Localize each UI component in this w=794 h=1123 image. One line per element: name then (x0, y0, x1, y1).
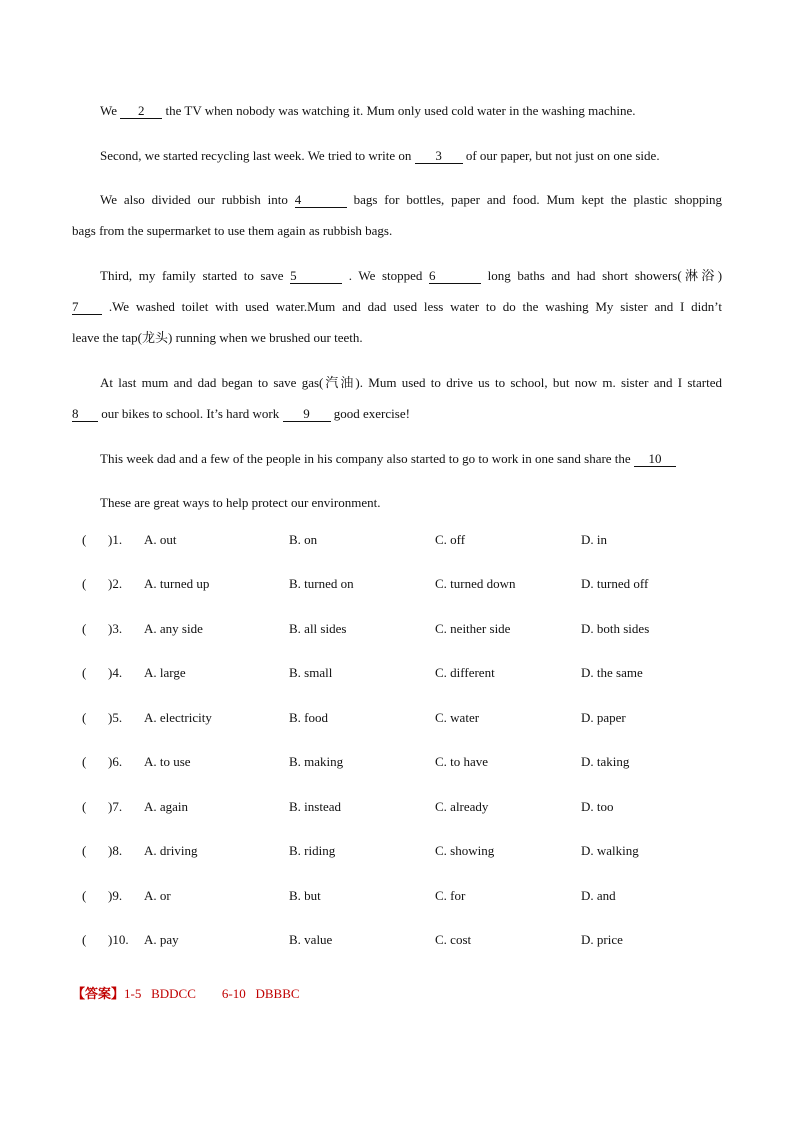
text: the TV when nobody was watching it. Mum only used cold water in the washing machine. (165, 103, 636, 118)
answer-paren[interactable]: ( (82, 532, 87, 547)
answer-paren[interactable]: ( (82, 932, 87, 947)
paragraph-3-line-1 (72, 184, 722, 215)
option-b: B. food (289, 710, 328, 725)
option-c: C. already (435, 799, 489, 814)
option-d: D. taking (581, 754, 630, 769)
text: Second, we started recycling last week. We tried to write on (100, 148, 412, 163)
option-d: D. both sides (581, 621, 650, 636)
question-row (72, 532, 722, 562)
question-row (72, 888, 722, 918)
option-a: A. electricity (144, 710, 212, 725)
text: long baths and had short showers(淋浴) (487, 268, 723, 283)
option-d: D. the same (581, 665, 643, 680)
question-number: )3. (108, 621, 123, 636)
question-number: )2. (108, 576, 123, 591)
question-number: )6. (108, 754, 123, 769)
option-c: C. off (435, 532, 466, 547)
option-b: B. instead (289, 799, 341, 814)
answer-paren[interactable]: ( (82, 665, 87, 680)
option-c: C. water (435, 710, 480, 725)
option-b: B. value (289, 932, 333, 947)
option-c: C. neither side (435, 621, 511, 636)
text: bags for bottles, paper and food. Mum kept the plastic shopping (353, 192, 722, 207)
option-c: C. to have (435, 754, 489, 769)
text: Third, my family started to save (100, 268, 284, 283)
option-b: B. riding (289, 843, 336, 858)
option-a: A. driving (144, 843, 198, 858)
option-b: B. turned on (289, 576, 354, 591)
option-b: B. all sides (289, 621, 347, 636)
option-a: A. again (144, 799, 189, 814)
answer-paren[interactable]: ( (82, 576, 87, 591)
text: good exercise! (333, 406, 410, 421)
blank-4: 4 (295, 193, 347, 208)
option-c: C. cost (435, 932, 472, 947)
text: bags from the supermarket to use them again as rubbish bags. (72, 223, 393, 238)
text: We (100, 103, 117, 118)
answer-paren[interactable]: ( (82, 843, 87, 858)
question-row (72, 710, 722, 740)
paragraph-6 (72, 443, 722, 474)
question-row (72, 799, 722, 829)
question-number: )4. (108, 665, 123, 680)
answer-paren[interactable]: ( (82, 754, 87, 769)
paragraph-7 (72, 487, 722, 518)
option-a: A. to use (144, 754, 191, 769)
text: This week dad and a few of the people in his company also started to go to work in one sand share the (100, 451, 631, 466)
question-row (72, 621, 722, 651)
paragraph-4-line-2 (72, 291, 722, 322)
answer-paren[interactable]: ( (82, 799, 87, 814)
question-number: )1. (108, 532, 123, 547)
option-a: A. out (144, 532, 177, 547)
option-a: A. or (144, 888, 171, 903)
blank-5: 5 (290, 269, 342, 284)
blank-3: 3 (415, 149, 463, 164)
blank-6: 6 (429, 269, 481, 284)
text: leave the tap(龙头) running when we brushed our teeth. (72, 330, 363, 345)
question-row (72, 754, 722, 784)
paragraph-4-line-3 (72, 322, 722, 353)
option-a: A. turned up (144, 576, 210, 591)
option-b: B. small (289, 665, 333, 680)
answer-paren[interactable]: ( (82, 621, 87, 636)
option-d: D. and (581, 888, 616, 903)
answer-label: 【答案】 (72, 986, 125, 1001)
option-b: B. but (289, 888, 321, 903)
question-number: )8. (108, 843, 123, 858)
text: .We washed toilet with used water.Mum and dad used less water to do the washing My sister and I didn’t (108, 299, 723, 314)
option-b: B. on (289, 532, 318, 547)
option-c: C. for (435, 888, 466, 903)
option-d: D. paper (581, 710, 626, 725)
question-number: )10. (108, 932, 129, 947)
question-number: )5. (108, 710, 123, 725)
answer-key (72, 983, 300, 1002)
paragraph-5-line-2 (72, 398, 722, 429)
paragraph-5-line-1 (72, 367, 722, 398)
blank-7: 7 (72, 300, 102, 315)
text: At last mum and dad began to save gas(汽油). Mum used to drive us to school, but now m. sister and I started (100, 375, 722, 390)
paragraph-3-line-2 (72, 215, 722, 246)
option-c: C. turned down (435, 576, 516, 591)
question-row (72, 932, 722, 962)
option-d: D. price (581, 932, 623, 947)
option-d: D. walking (581, 843, 639, 858)
option-a: A. large (144, 665, 186, 680)
text: of our paper, but not just on one side. (465, 148, 660, 163)
question-number: )7. (108, 799, 123, 814)
question-number: )9. (108, 888, 123, 903)
answer-text: 1-5 BDDCC 6-10 DBBBC (124, 986, 300, 1001)
paragraph-1 (72, 95, 722, 126)
option-d: D. turned off (581, 576, 649, 591)
text: These are great ways to help protect our environment. (100, 495, 381, 510)
question-row (72, 665, 722, 695)
option-b: B. making (289, 754, 344, 769)
question-row (72, 843, 722, 873)
answer-paren[interactable]: ( (82, 888, 87, 903)
blank-9: 9 (283, 407, 331, 422)
option-d: D. in (581, 532, 607, 547)
paragraph-4-line-1 (72, 260, 722, 291)
text: . We stopped (348, 268, 423, 283)
blank-8: 8 (72, 407, 98, 422)
option-c: C. showing (435, 843, 495, 858)
option-a: A. any side (144, 621, 203, 636)
option-a: A. pay (144, 932, 179, 947)
answer-paren[interactable]: ( (82, 710, 87, 725)
text: We also divided our rubbish into (100, 192, 288, 207)
paragraph-2 (72, 140, 722, 171)
option-d: D. too (581, 799, 614, 814)
blank-2: 2 (120, 104, 162, 119)
option-c: C. different (435, 665, 495, 680)
question-row (72, 576, 722, 606)
text: our bikes to school. It’s hard work (101, 406, 280, 421)
blank-10: 10 (634, 452, 676, 467)
